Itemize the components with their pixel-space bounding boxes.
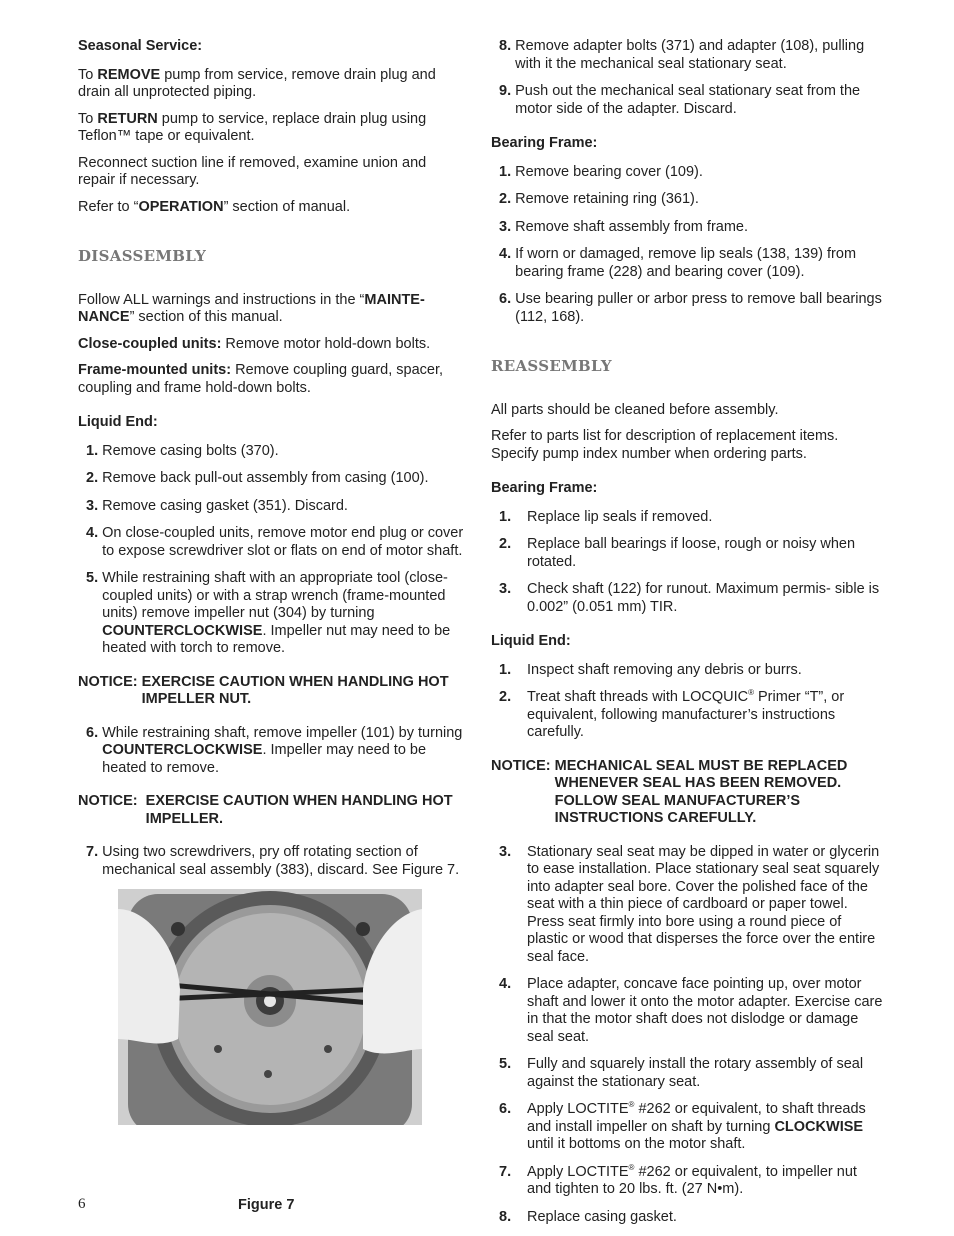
disassembly-heading: DISASSEMBLY (78, 247, 207, 265)
notice-impeller: NOTICE: EXERCISE CAUTION WHEN HANDLING HOT IMPELLER. (78, 793, 453, 827)
step-item: 2. Treat shaft threads with LOCQUIC® Primer “T”, or equivalent, following manufacturer’s instructions carefully. (499, 688, 845, 740)
step-item: 3. Check shaft (122) for runout. Maximum permis- sible is 0.002” (0.051 mm) TIR. (499, 581, 880, 615)
return-paragraph: To RETURN pump to service, replace drain plug using Teflon™ tape or equivalent. (78, 110, 427, 144)
step-item: 8. Replace casing gasket. (499, 1208, 677, 1225)
step-item: 1. Remove casing bolts (370). (86, 442, 279, 459)
cleaned-paragraph: All parts should be cleaned before assembly. (491, 401, 779, 418)
frame-mounted-paragraph: Frame-mounted units: Remove coupling guard, spacer, coupling and frame hold-down bolts. (78, 362, 444, 396)
step-item: 3. Remove casing gasket (351). Discard. (86, 497, 348, 514)
follow-warnings-paragraph: Follow ALL warnings and instructions in the “MAINTE- NANCE” section of this manual. (78, 291, 425, 325)
step-item: 2. Replace ball bearings if loose, rough or noisy when rotated. (499, 536, 856, 570)
step-item: 3. Remove shaft assembly from frame. (499, 218, 749, 235)
step-item: 8. Remove adapter bolts (371) and adapter (108), pulling with it the mechanical seal stationary seat. (499, 38, 865, 72)
step-item: 1. Remove bearing cover (109). (499, 163, 703, 180)
step-item: 9. Push out the mechanical seal stationary seat from the motor side of the adapter. Discard. (499, 83, 861, 117)
step-item: 1. Replace lip seals if removed. (499, 508, 713, 525)
liquid-end-heading: Liquid End: (78, 414, 158, 430)
step-item: 6. While restraining shaft, remove impeller (101) by turning COUNTERCLOCKWISE. Impeller may need to be heated to remove. (86, 724, 463, 776)
step-item: 4. If worn or damaged, remove lip seals (138, 139) from bearing frame (228) and bearing cover (109). (499, 246, 857, 280)
liquid-end-heading-2: Liquid End: (491, 633, 571, 649)
refer-operation-paragraph: Refer to “OPERATION” section of manual. (78, 198, 351, 215)
parts-list-paragraph: Refer to parts list for description of replacement items. Specify pump index number when ordering parts. (491, 428, 839, 462)
left-column (78, 38, 466, 1125)
close-coupled-paragraph: Close-coupled units: Remove motor hold-down bolts. (78, 335, 431, 352)
step-item: 5. Fully and squarely install the rotary assembly of seal against the stationary seat. (499, 1056, 864, 1090)
figure-7-photo (118, 889, 422, 1125)
page-number: 6 (78, 1196, 86, 1212)
step-item: 4. On close-coupled units, remove motor end plug or cover to expose screwdriver slot or flats on end of motor shaft. (86, 525, 464, 559)
step-item: 3. Stationary seal seat may be dipped in water or glycerin to ease installation. Place stationary seal seat squarely into adapter seal bore. Cover the polished face of the seat with a thin piece of cardboard or paper towel. Press seat firmly into bore using a round piece of plastic or wood that disperses the force over the entire seal face. (499, 843, 880, 965)
right-column (491, 38, 883, 1236)
seal-removal-illustration (118, 889, 422, 1125)
step-item: 2. Remove retaining ring (361). (499, 191, 699, 207)
step-item: 4. Place adapter, concave face pointing up, over motor shaft and lower it onto the motor adapter. Exercise care in that the motor shaft does not dislodge or damage seal seat. (499, 976, 883, 1045)
step-item: 1. Inspect shaft removing any debris or burrs. (499, 661, 802, 678)
seasonal-service-heading: Seasonal Service: (78, 38, 203, 54)
step-item: 7. Using two screwdrivers, pry off rotating section of mechanical seal assembly (383), discard. See Figure 7. (86, 844, 460, 878)
notice-impeller-nut: NOTICE: EXERCISE CAUTION WHEN HANDLING HOT IMPELLER NUT. (78, 673, 449, 707)
remove-paragraph: To REMOVE pump from service, remove drain plug and drain all unprotected piping. (78, 66, 436, 100)
reconnect-paragraph: Reconnect suction line if removed, examine union and repair if necessary. (78, 154, 427, 188)
reassembly-heading: REASSEMBLY (491, 357, 612, 375)
figure-caption: Figure 7 (238, 1197, 295, 1213)
step-item: 7. Apply LOCTITE® #262 or equivalent, to impeller nut and tighten to 20 lbs. ft. (27 N•m). (499, 1162, 857, 1197)
step-item: 5. While restraining shaft with an appropriate tool (close-coupled units) or with a strap wrench (frame-mounted units) remove impeller nut (304) by turning COUNTERCLOCKWISE. Impeller nut may need to be heated with torch to remove. (86, 570, 451, 656)
step-item: 6. Apply LOCTITE® #262 or equivalent, to shaft threads and install impeller on shaft by turning CLOCKWISE until it bottoms on the motor shaft. (499, 1100, 866, 1152)
bearing-frame-heading-2: Bearing Frame: (491, 480, 598, 496)
notice-mechanical-seal: NOTICE: MECHANICAL SEAL MUST BE REPLACED WHENEVER SEAL HAS BEEN REMOVED. FOLLOW SEAL MANUFACTURER’S INSTRUCTIONS CAREFULLY. (491, 757, 848, 826)
step-item: 2. Remove back pull-out assembly from casing (100). (86, 470, 429, 486)
bearing-frame-heading: Bearing Frame: (491, 135, 598, 151)
step-item: 6. Use bearing puller or arbor press to remove ball bearings (112, 168). (499, 291, 882, 325)
